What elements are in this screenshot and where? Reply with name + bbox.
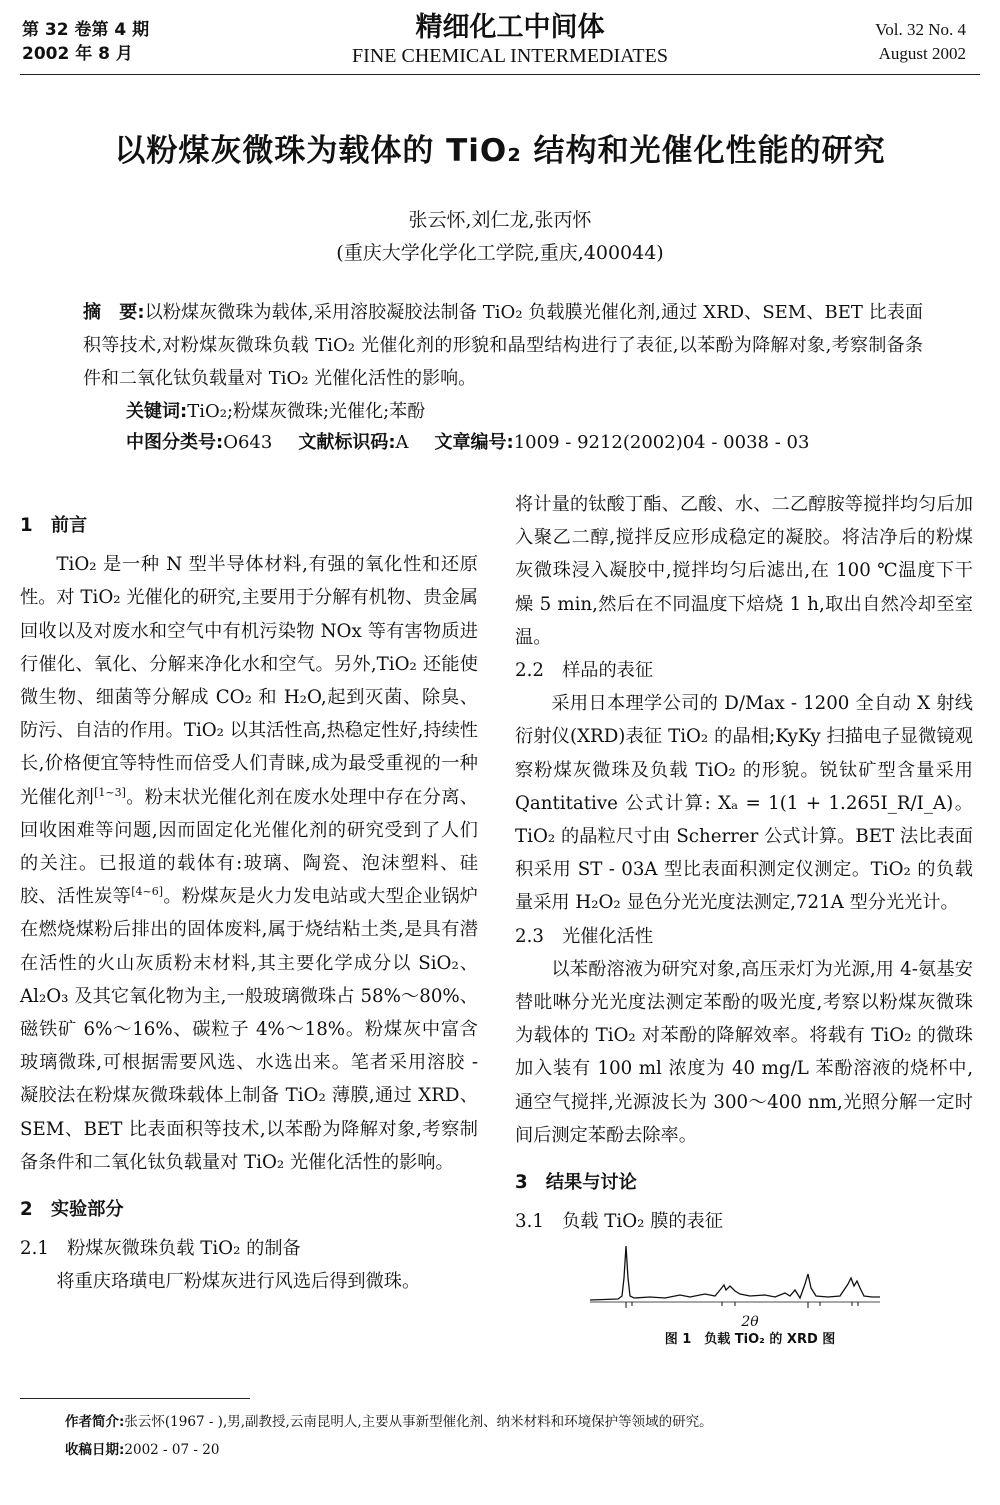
intro-paragraph <box>20 548 478 1179</box>
xrd-reference-ticks <box>626 1302 858 1308</box>
abstract-label: 摘 要: <box>83 302 145 323</box>
subsection-heading-2-2: 2.2 样品的表征 <box>515 660 654 682</box>
subsection-heading-2-1: 2.1 粉煤灰微珠负载 TiO₂ 的制备 <box>20 1238 301 1260</box>
clc-value: O643 <box>223 432 273 453</box>
authors: 张云怀,刘仁龙,张丙怀 <box>408 209 592 231</box>
article-number-value: 1009 - 9212(2002)04 - 0038 - 03 <box>513 432 810 453</box>
journal-issue <box>22 18 149 66</box>
author-bio-label: 作者简介: <box>65 1414 125 1430</box>
abstract <box>83 296 923 395</box>
author-bio-text: 张云怀(1967 - ),男,副教授,云南昆明人,主要从事新型催化剂、纳米材料和环境保护等领域的研究。 <box>124 1414 713 1430</box>
paragraph-2-3: 以苯酚溶液为研究对象,高压汞灯为光源,用 4-氨基安替吡啉分光光度法测定苯酚的吸光度,考察以粉煤灰微珠为载体的 TiO₂ 对苯酚的降解效率。将载有 TiO₂ 的微珠加入装有 100 ml 浓度为 40 mg/L 苯酚溶液的烧杯中,通空气搅拌,光源波长为 300～400 nm,光照分解一定时间后测定苯酚去除率。 <box>515 958 973 1146</box>
paragraph-2-1: 将重庆珞璜电厂粉煤灰进行风选后得到微珠。 <box>56 1271 421 1293</box>
paper-title: 以粉煤灰微珠为载体的 TiO₂ 结构和光催化性能的研究 <box>114 133 886 169</box>
subsection-heading-2-3: 2.3 光催化活性 <box>515 925 654 947</box>
author-bio <box>65 1410 965 1434</box>
section-heading-experimental: 2 实验部分 <box>20 1199 124 1221</box>
affiliation: (重庆大学化学化工学院,重庆,400044) <box>336 242 664 264</box>
section-heading-results: 3 结果与讨论 <box>515 1172 637 1194</box>
journal-title <box>300 12 720 68</box>
intro-text-2: 。粉末状光催化剂在废水处理中存在分离、回收困难等问题,因而固定化光催化剂的研究受到了人们的关注。已报道的载体有:玻璃、陶瓷、泡沫塑料、硅胶、活性炭等 <box>20 786 478 908</box>
xrd-trace <box>590 1246 880 1300</box>
issue-date: 2002 年 8 月 <box>22 44 133 64</box>
volume-issue: 第 32 卷第 4 期 <box>22 20 150 40</box>
paragraph-2-2: 采用日本理学公司的 D/Max - 1200 全自动 X 射线衍射仪(XRD)表征 TiO₂ 的晶相;KyKy 扫描电子显微镜观察粉煤灰微珠及负载 TiO₂ 的形貌。锐钛矿型含量采用 Qantitative 公式计算: Xₐ = 1(1 + 1.265I_R/I_A)。TiO₂ 的晶粒尺寸由 Scherrer 公式计算。BET 法比表面积采用 ST - 03A 型比表面积测定仪测定。TiO₂ 的负载量采用 H₂O₂ 显色分光光度法测定,721A 型分光光计。 <box>515 693 973 914</box>
right-column <box>515 488 973 1238</box>
intro-text-3: 。粉煤灰是火力发电站或大型企业锅炉在燃烧煤粉后排出的固体废料,属于烧结粘土类,是具有潜在活性的火山灰质粉末材料,其主要化学成分以 SiO₂、Al₂O₃ 及其它氧化物为主,一般玻璃微珠占 58%～80%、磁铁矿 6%～16%、碳粒子 4%～18%。粉煤灰中富含玻璃微珠,可根据需要风选、水选出来。笔者采用溶胶 - 凝胶法在粉煤灰微珠载体上制备 TiO₂ 薄膜,通过 XRD、SEM、BET 比表面积等技术,以苯酚为降解对象,考察制备条件和二氧化钛负载量对 TiO₂ 光催化活性的影响。 <box>20 886 478 1173</box>
keywords-label: 关键词: <box>126 401 188 422</box>
article-number-label: 文章编号: <box>434 432 514 453</box>
section-heading-intro: 1 前言 <box>20 515 88 536</box>
header-rule <box>20 74 980 75</box>
citation-1-3: [1~3] <box>94 785 126 799</box>
figure-axis-label: 2θ <box>741 1314 759 1330</box>
volume-issue-en: Vol. 32 No. 4 <box>875 20 966 39</box>
received-date <box>65 1438 965 1462</box>
keywords <box>126 397 425 423</box>
abstract-text: 以粉煤灰微珠为载体,采用溶胶凝胶法制备 TiO₂ 负载膜光催化剂,通过 XRD、SEM、BET 比表面积等技术,对粉煤灰微珠负载 TiO₂ 光催化剂的形貌和晶型结构进行了表征,以苯酚为降解对象,考察制备条件和二氧化钛负载量对 TiO₂ 光催化活性的影响。 <box>83 302 923 389</box>
journal-title-cn: 精细化工中间体 <box>415 12 605 43</box>
journal-issue-en <box>875 18 966 66</box>
xrd-pattern-figure <box>590 1238 880 1318</box>
intro-text-1: TiO₂ 是一种 N 型半导体材料,有强的氧化性和还原性。对 TiO₂ 光催化的研究,主要用于分解有机物、贵金属回收以及对废水和空气中有机污染物 NOx 等有害物质进行催化、氧化、分解来净化水和空气。另外,TiO₂ 还能使微生物、细菌等分解成 CO₂ 和 H₂O,起到灭菌、除臭、防污、自洁的作用。TiO₂ 以其活性高,热稳定性好,持续性长,价格便宜等特性而倍受人们青睐,成为最受重视的一种光催化剂 <box>20 554 478 808</box>
subsection-heading-3-1: 3.1 负载 TiO₂ 膜的表征 <box>515 1211 723 1233</box>
keywords-text: TiO₂;粉煤灰微珠;光催化;苯酚 <box>187 401 426 422</box>
doc-code-value: A <box>395 432 409 453</box>
figure-title: 图 1 负载 TiO₂ 的 XRD 图 <box>664 1332 836 1347</box>
paragraph-2-1-continued: 将计量的钛酸丁酯、乙酸、水、二乙醇胺等搅拌均匀后加入聚乙二醇,搅拌反应形成稳定的凝胶。将洁净后的粉煤灰微珠浸入凝胶中,搅拌均匀后滤出,在 100 ℃温度下干燥 5 min,然后在不同温度下焙烧 1 h,取出自然冷却至室温。 <box>515 494 973 648</box>
figure-caption <box>600 1314 900 1350</box>
journal-title-en: FINE CHEMICAL INTERMEDIATES <box>352 45 668 67</box>
citation-4-6: [4~6] <box>131 885 163 899</box>
footnote-rule <box>20 1398 250 1399</box>
clc-label: 中图分类号: <box>126 432 224 453</box>
issue-date-en: August 2002 <box>878 44 966 63</box>
received-date-label: 收稿日期: <box>65 1442 125 1458</box>
received-date-text: 2002 - 07 - 20 <box>124 1442 220 1458</box>
classification <box>126 428 809 454</box>
doc-code-label: 文献标识码: <box>298 432 396 453</box>
left-column <box>20 503 478 1299</box>
